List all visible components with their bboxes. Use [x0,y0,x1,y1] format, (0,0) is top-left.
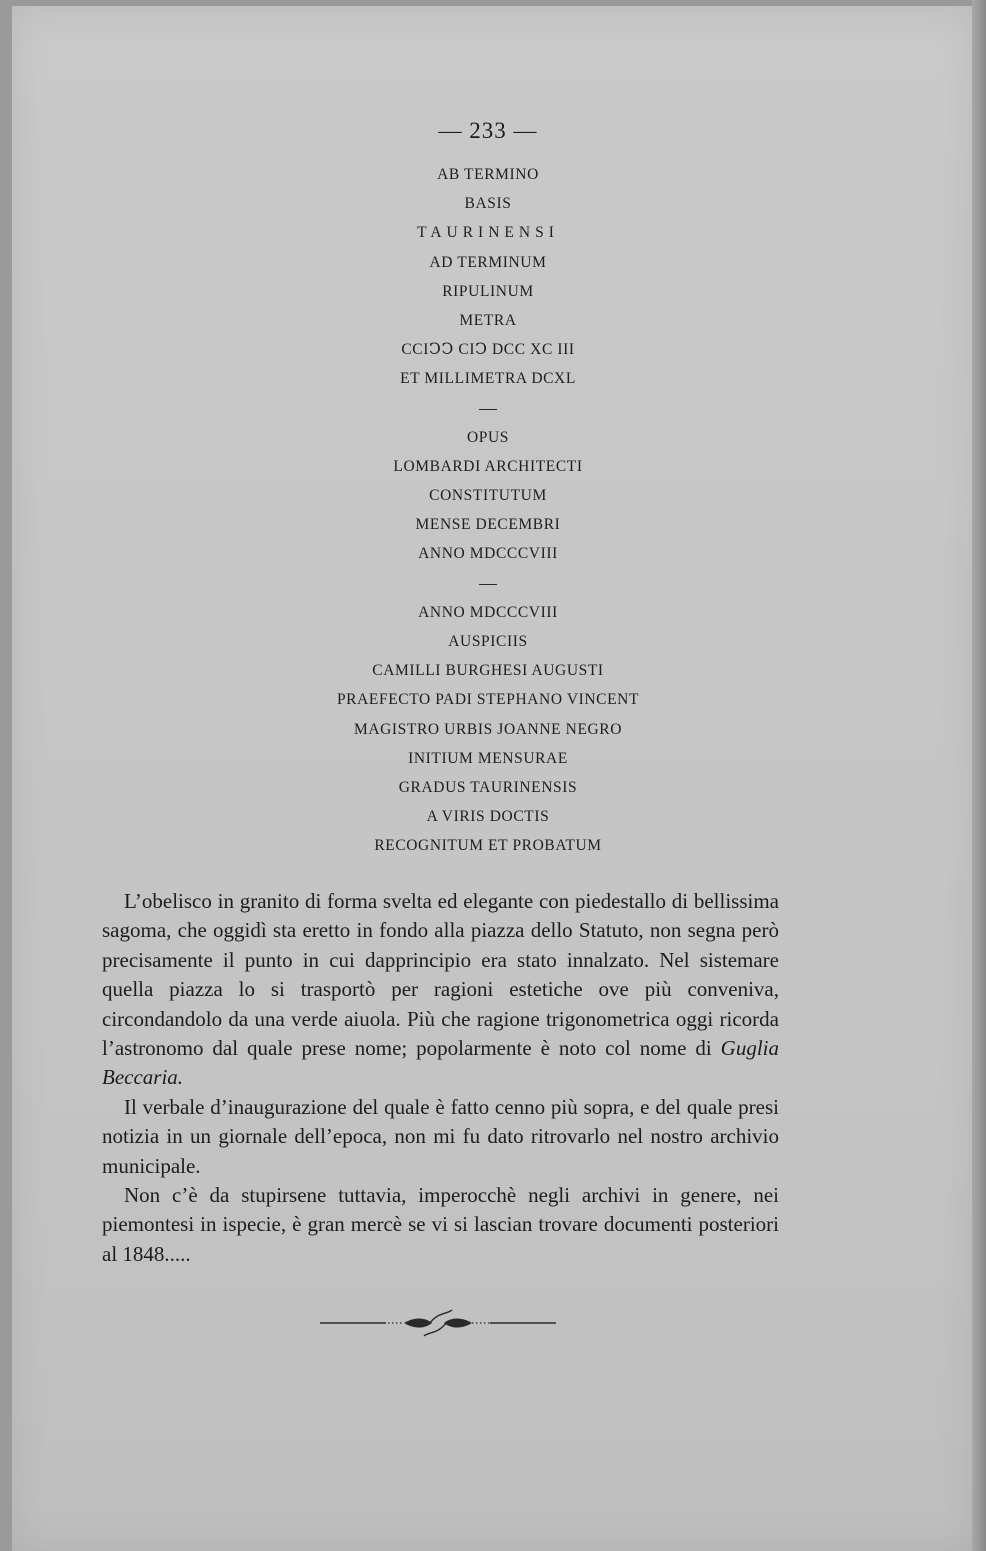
inscription-line: RIPULINUM [442,282,534,300]
inscription-line: METRA [459,311,517,329]
inscription-line: MENSE DECEMBRI [415,516,561,534]
inscription-line: MAGISTRO URBIS JOANNE NEGRO [353,720,623,738]
inscription-line: AB TERMINO [437,166,539,183]
inscription-line: ET MILLIMETRA DCXL [400,370,576,388]
paragraph: Non c’è da stupirsene tuttavia, imperocchè negli archivi in genere, nei piemontesi in ispecie, è gran mercè se vi si lascian trovare documenti posteriori al 1848..... [102,1183,779,1266]
section-divider-dash [0,569,986,598]
paragraph-text: L’obelisco in granito di forma svelta ed elegante con piedestallo di bellissima sagoma, che oggidì sta eretto in fondo alla piazza dello Statuto, non segna però precisamente il punto in cui dapprincipio era stato innalzato. Nel sistemare quella piazza lo si trasportò per ragioni estetiche ove più conveniva, circondandolo da una verde aiuola. Più che ragione trigonometrica oggi ricorda l’astronomo dal quale prese nome; popolarmente è noto col nome di [102,889,779,1061]
body-text [102,887,779,1269]
inscription-line: RECOGNITUM ET PROBATUM [374,837,602,855]
inscription-line: CCIↃↃ CIↃ DCC XC III [401,341,575,359]
inscription-line: TAURINENSI [417,224,559,242]
inscription-line: CAMILLI BURGHESI AUGUSTI [372,662,604,680]
inscription-line: ANNO MDCCCVIII [418,545,558,563]
inscription-line: OPUS [466,428,510,446]
inscription-line: GRADUS TAURINENSIS [398,778,578,796]
inscription-line: INITIUM MENSURAE [408,749,568,767]
paragraph [102,887,779,1093]
italic-name: Guglia Beccaria. [102,1036,779,1090]
page-number: — 233 — [438,118,538,143]
inscription-line: ANNO MDCCCVIII [418,603,558,621]
section-divider-dash [0,394,986,423]
inscription-line: AUSPICIIS [448,633,528,650]
inscription-line: A VIRIS DOCTIS [426,808,550,826]
ornament-divider-icon [318,1306,558,1340]
obelisk-inscription [0,160,986,861]
inscription-line: PRAEFECTO PADI STEPHANO VINCENT [336,691,640,709]
inscription-line: BASIS [464,195,512,213]
inscription-line: AD TERMINUM [429,253,547,271]
inscription-line: LOMBARDI ARCHITECTI [393,457,583,475]
paragraph: Il verbale d’inaugurazione del quale è fatto cenno più sopra, e del quale presi notizia in un giornale dell’epoca, non mi fu dato ritrovarlo nel nostro archivio municipale. [102,1094,779,1178]
inscription-line: CONSTITUTUM [429,487,547,505]
